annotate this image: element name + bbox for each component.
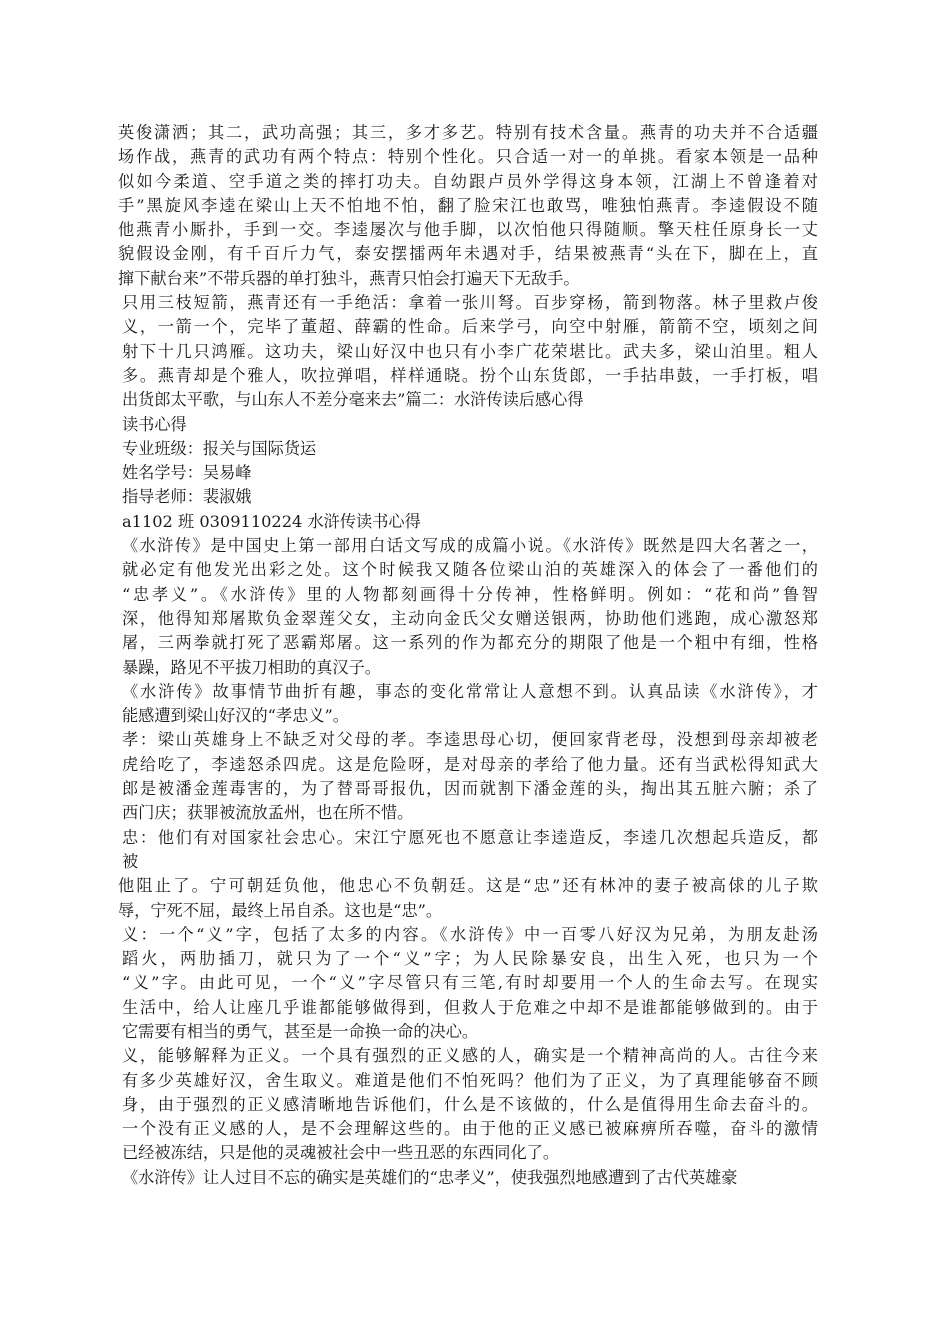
paragraph xyxy=(118,510,818,534)
text-line: 似如今柔道、空手道之类的摔打功夫。自幼跟卢员外学得这身本领，江湖上不曾逢着对 xyxy=(118,171,818,191)
text-line: 读书心得 xyxy=(122,414,187,434)
text-line: 他阻止了。宁可朝廷负他，他忠心不负朝廷。这是“忠”还有林冲的妻子被高俅的儿子欺 xyxy=(118,876,818,896)
paragraph xyxy=(118,826,818,875)
text-line: 一个没有正义感的人，是不会理解这些的。由于他的正义感已被麻痹所吞噬，奋斗的激情 xyxy=(122,1119,818,1139)
text-line: 义，能够解释为正义。一个具有强烈的正义感的人，确实是一个精神高尚的人。古往今来 xyxy=(122,1046,818,1066)
text-line: 能感遭到梁山好汉的“孝忠义”。 xyxy=(122,706,349,726)
paragraph xyxy=(118,728,818,825)
text-line: a1102 班 0309110224 水浒传读书心得 xyxy=(122,511,421,531)
text-line: 撺下献台来”不带兵器的单打独斗，燕青只怕会打遍天下无敌手。 xyxy=(118,268,580,288)
text-line: 被 xyxy=(122,851,139,871)
text-line: 他燕青小厮扑，手到一交。李逵屡次与他手脚，以次怕他只得随顺。擎天柱任原身长一丈 xyxy=(118,220,818,240)
paragraph xyxy=(118,437,818,461)
text-line: 身，由于强烈的正义感清晰地告诉他们，什么是不该做的，什么是值得用生命去奋斗的。 xyxy=(122,1094,818,1114)
text-line: 已经被冻结，只是他的灵魂被社会中一些丑恶的东西同化了。 xyxy=(122,1143,560,1163)
paragraph xyxy=(118,291,818,412)
paragraph xyxy=(118,534,818,680)
text-line: 有多少英雄好汉，舍生取义。难道是他们不怕死吗？他们为了正义，为了真理能够奋不顾 xyxy=(122,1070,818,1090)
paragraph xyxy=(118,680,818,729)
text-line: 场作战，燕青的武功有两个特点：特别个性化。只合适一对一的单挑。看家本领是一品种 xyxy=(118,147,818,167)
text-line: 屠，三两拳就打死了恶霸郑屠。这一系列的作为都充分的期限了他是一个粗中有细，性格 xyxy=(122,633,818,653)
text-line: 《水浒传》故事情节曲折有趣，事态的变化常常让人意想不到。认真品读《水浒传》，才 xyxy=(122,681,818,701)
paragraph xyxy=(118,1166,818,1190)
text-line: 义：一个“义”字，包括了太多的内容。《水浒传》中一百零八好汉为兄弟，为朋友赴汤 xyxy=(122,924,818,944)
text-line: 英俊潇洒；其二，武功高强；其三，多才多艺。特别有技术含量。燕青的功夫并不合适疆 xyxy=(118,123,818,142)
text-line: 《水浒传》让人过目不忘的确实是英雄们的“忠孝义”，使我强烈地感遭到了古代英雄豪 xyxy=(122,1167,738,1187)
text-line: 忠：他们有对国家社会忠心。宋江宁愿死也不愿意让李逵造反，李逵几次想起兵造反，都 xyxy=(122,827,818,847)
text-line: 生活中，给人让座几乎谁都能够做得到，但救人于危难之中却不是谁都能够做到的。由于 xyxy=(122,997,818,1017)
text-line: 孝：梁山英雄身上不缺乏对父母的孝。李逵思母心切，便回家背老母，没想到母亲却被老 xyxy=(122,730,818,750)
paragraph xyxy=(118,874,818,923)
text-line: 只用三枝短箭，燕青还有一手绝活：拿着一张川弩。百步穿杨，箭到物落。林子里救卢俊 xyxy=(122,293,818,313)
paragraph xyxy=(118,121,818,291)
text-line: 《水浒传》是中国史上第一部用白话文写成的成篇小说。《水浒传》既然是四大名著之一， xyxy=(122,536,818,556)
document-body xyxy=(118,121,818,1190)
text-line: 它需要有相当的勇气，甚至是一命换一命的决心。 xyxy=(122,1021,479,1041)
text-line: 指导老师：裴淑娥 xyxy=(122,487,252,507)
text-line: “义”字。由此可见，一个“义”字尽管只有三笔,有时却要用一个人的生命去写。在现实 xyxy=(122,973,818,993)
text-line: 射下十几只鸿雁。这功夫，梁山好汉中也只有小李广花荣堪比。武夫多，梁山泊里。粗人 xyxy=(122,341,818,361)
paragraph xyxy=(118,485,818,509)
text-line: 就必定有他发光出彩之处。这个时候我又随各位梁山泊的英雄深入的体会了一番他们的 xyxy=(122,560,818,580)
text-line: 暴躁，路见不平拔刀相助的真汉子。 xyxy=(122,657,381,677)
text-line: 虎给吃了，李逵怒杀四虎。这是危险呀，是对母亲的孝给了他力量。还有当武松得知武大 xyxy=(122,754,818,774)
paragraph xyxy=(118,1044,818,1165)
text-line: 西门庆；获罪被流放孟州，也在所不惜。 xyxy=(122,803,414,823)
text-line: 深，他得知郑屠欺负金翠莲父女，主动向金氏父女赠送银两，协助他们逃跑，成心激怒郑 xyxy=(122,608,818,628)
text-line: 郎是被潘金莲毒害的，为了替哥哥报仇，因而就割下潘金莲的头，掏出其五脏六腑；杀了 xyxy=(122,779,818,799)
text-line: 蹈火，两肋插刀，就只为了一个“义”字；为人民除暴安良，出生入死，也只为一个 xyxy=(122,949,818,969)
paragraph xyxy=(118,413,818,437)
text-line: 专业班级：报关与国际货运 xyxy=(122,438,317,458)
text-line: 多。燕青却是个雅人，吹拉弹唱，样样通晓。扮个山东货郎，一手拈串鼓，一手打板，唱 xyxy=(122,365,818,385)
text-line: 手”黑旋风李逵在梁山上天不怕地不怕，翻了脸宋江也敢骂，唯独怕燕青。李逵假设不随 xyxy=(118,195,818,215)
text-line: 貌假设金刚，有千百斤力气，泰安摆擂两年未遇对手，结果被燕青“头在下，脚在上，直 xyxy=(118,244,818,264)
text-line: 出货郎太平歌，与山东人不差分毫来去”篇二：水浒传读后感心得 xyxy=(122,390,584,410)
paragraph xyxy=(118,923,818,1044)
text-line: 辱，宁死不屈，最终上吊自杀。这也是“忠”。 xyxy=(118,900,443,920)
text-line: 义，一箭一个，完毕了董超、薛霸的性命。后来学弓，向空中射雁，箭箭不空，顷刻之间 xyxy=(122,317,818,337)
paragraph xyxy=(118,461,818,485)
text-line: “忠孝义”。《水浒传》里的人物都刻画得十分传神，性格鲜明。例如：“花和尚”鲁智 xyxy=(122,584,818,604)
text-line: 姓名学号：吴易峰 xyxy=(122,463,252,483)
